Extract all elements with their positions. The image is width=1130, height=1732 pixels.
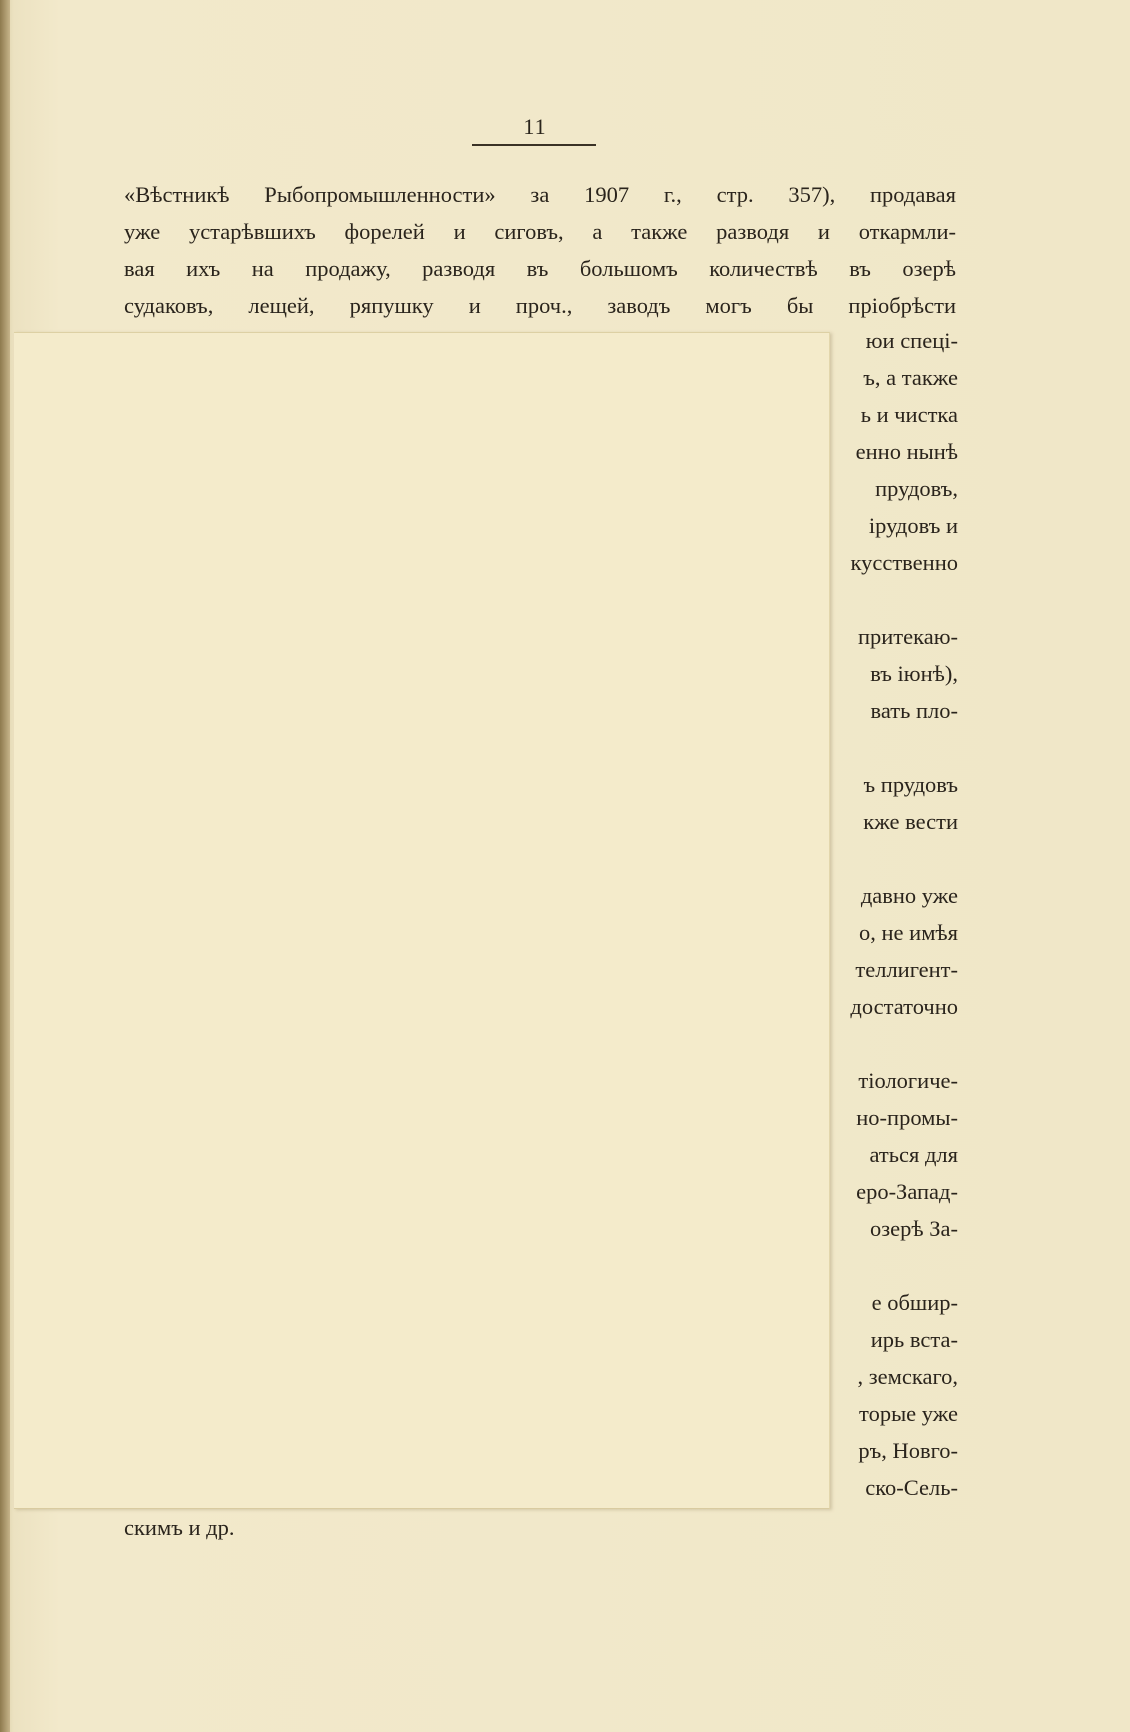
- text-fragment: ь и чистка: [860, 402, 958, 427]
- text-fragment: еро-Запад-: [856, 1179, 958, 1204]
- top-text-block: [124, 176, 956, 324]
- text-fragment: юи спеці-: [865, 328, 958, 353]
- text-fragment: ірудовъ и: [868, 513, 958, 538]
- page-number: 11: [523, 114, 547, 139]
- text-fragment: о, не имѣя: [859, 920, 958, 945]
- text-fragment: притекаю-: [857, 624, 958, 649]
- page-spine-edge: [0, 0, 10, 1732]
- text-fragment: кусственно: [850, 550, 958, 575]
- text-fragment: тіологиче-: [858, 1068, 958, 1093]
- paragraph-gap: [828, 1025, 958, 1062]
- text-fragment: , земскаго,: [857, 1364, 958, 1389]
- text-line: судаковъ, лещей, ряпушку и проч., заводъ могъ бы пріобрѣсти: [124, 293, 956, 318]
- text-fragment: вать пло-: [870, 698, 958, 723]
- paragraph-gap: [828, 840, 958, 877]
- text-fragment: въ іюнѣ),: [870, 661, 958, 686]
- clipped-text-column: [828, 322, 958, 1506]
- paragraph-gap: [828, 581, 958, 618]
- text-line: вая ихъ на продажу, разводя въ большомъ количествѣ въ озерѣ: [124, 256, 956, 281]
- text-fragment: ско-Сель-: [865, 1475, 958, 1500]
- overlapping-paper-sheet: [14, 332, 830, 1509]
- text-fragment: е обшир-: [871, 1290, 958, 1315]
- text-fragment: кже вести: [863, 809, 958, 834]
- text-fragment: теллигент-: [855, 957, 958, 982]
- text-fragment: ръ, Новго-: [858, 1438, 958, 1463]
- text-line: «Вѣстникѣ Рыбопромышленности» за 1907 г., стр. 357), продавая: [124, 182, 956, 207]
- text-fragment: прудовъ,: [875, 476, 958, 501]
- last-text-line: скимъ и др.: [124, 1515, 235, 1540]
- text-fragment: ирь вста-: [870, 1327, 958, 1352]
- text-fragment: давно уже: [860, 883, 958, 908]
- text-fragment: ъ прудовъ: [863, 772, 958, 797]
- paragraph-gap: [828, 729, 958, 766]
- text-fragment: но-промы-: [856, 1105, 958, 1130]
- text-fragment: достаточно: [850, 994, 958, 1019]
- text-fragment: аться для: [869, 1142, 958, 1167]
- text-fragment: енно нынѣ: [855, 439, 958, 464]
- text-fragment: торые уже: [859, 1401, 958, 1426]
- paragraph-gap: [828, 1247, 958, 1284]
- text-fragment: озерѣ За-: [870, 1216, 958, 1241]
- text-line: уже устарѣвшихъ форелей и сиговъ, а также разводя и откармли-: [124, 219, 956, 244]
- header-rule: [472, 144, 596, 146]
- text-fragment: ъ, а также: [863, 365, 958, 390]
